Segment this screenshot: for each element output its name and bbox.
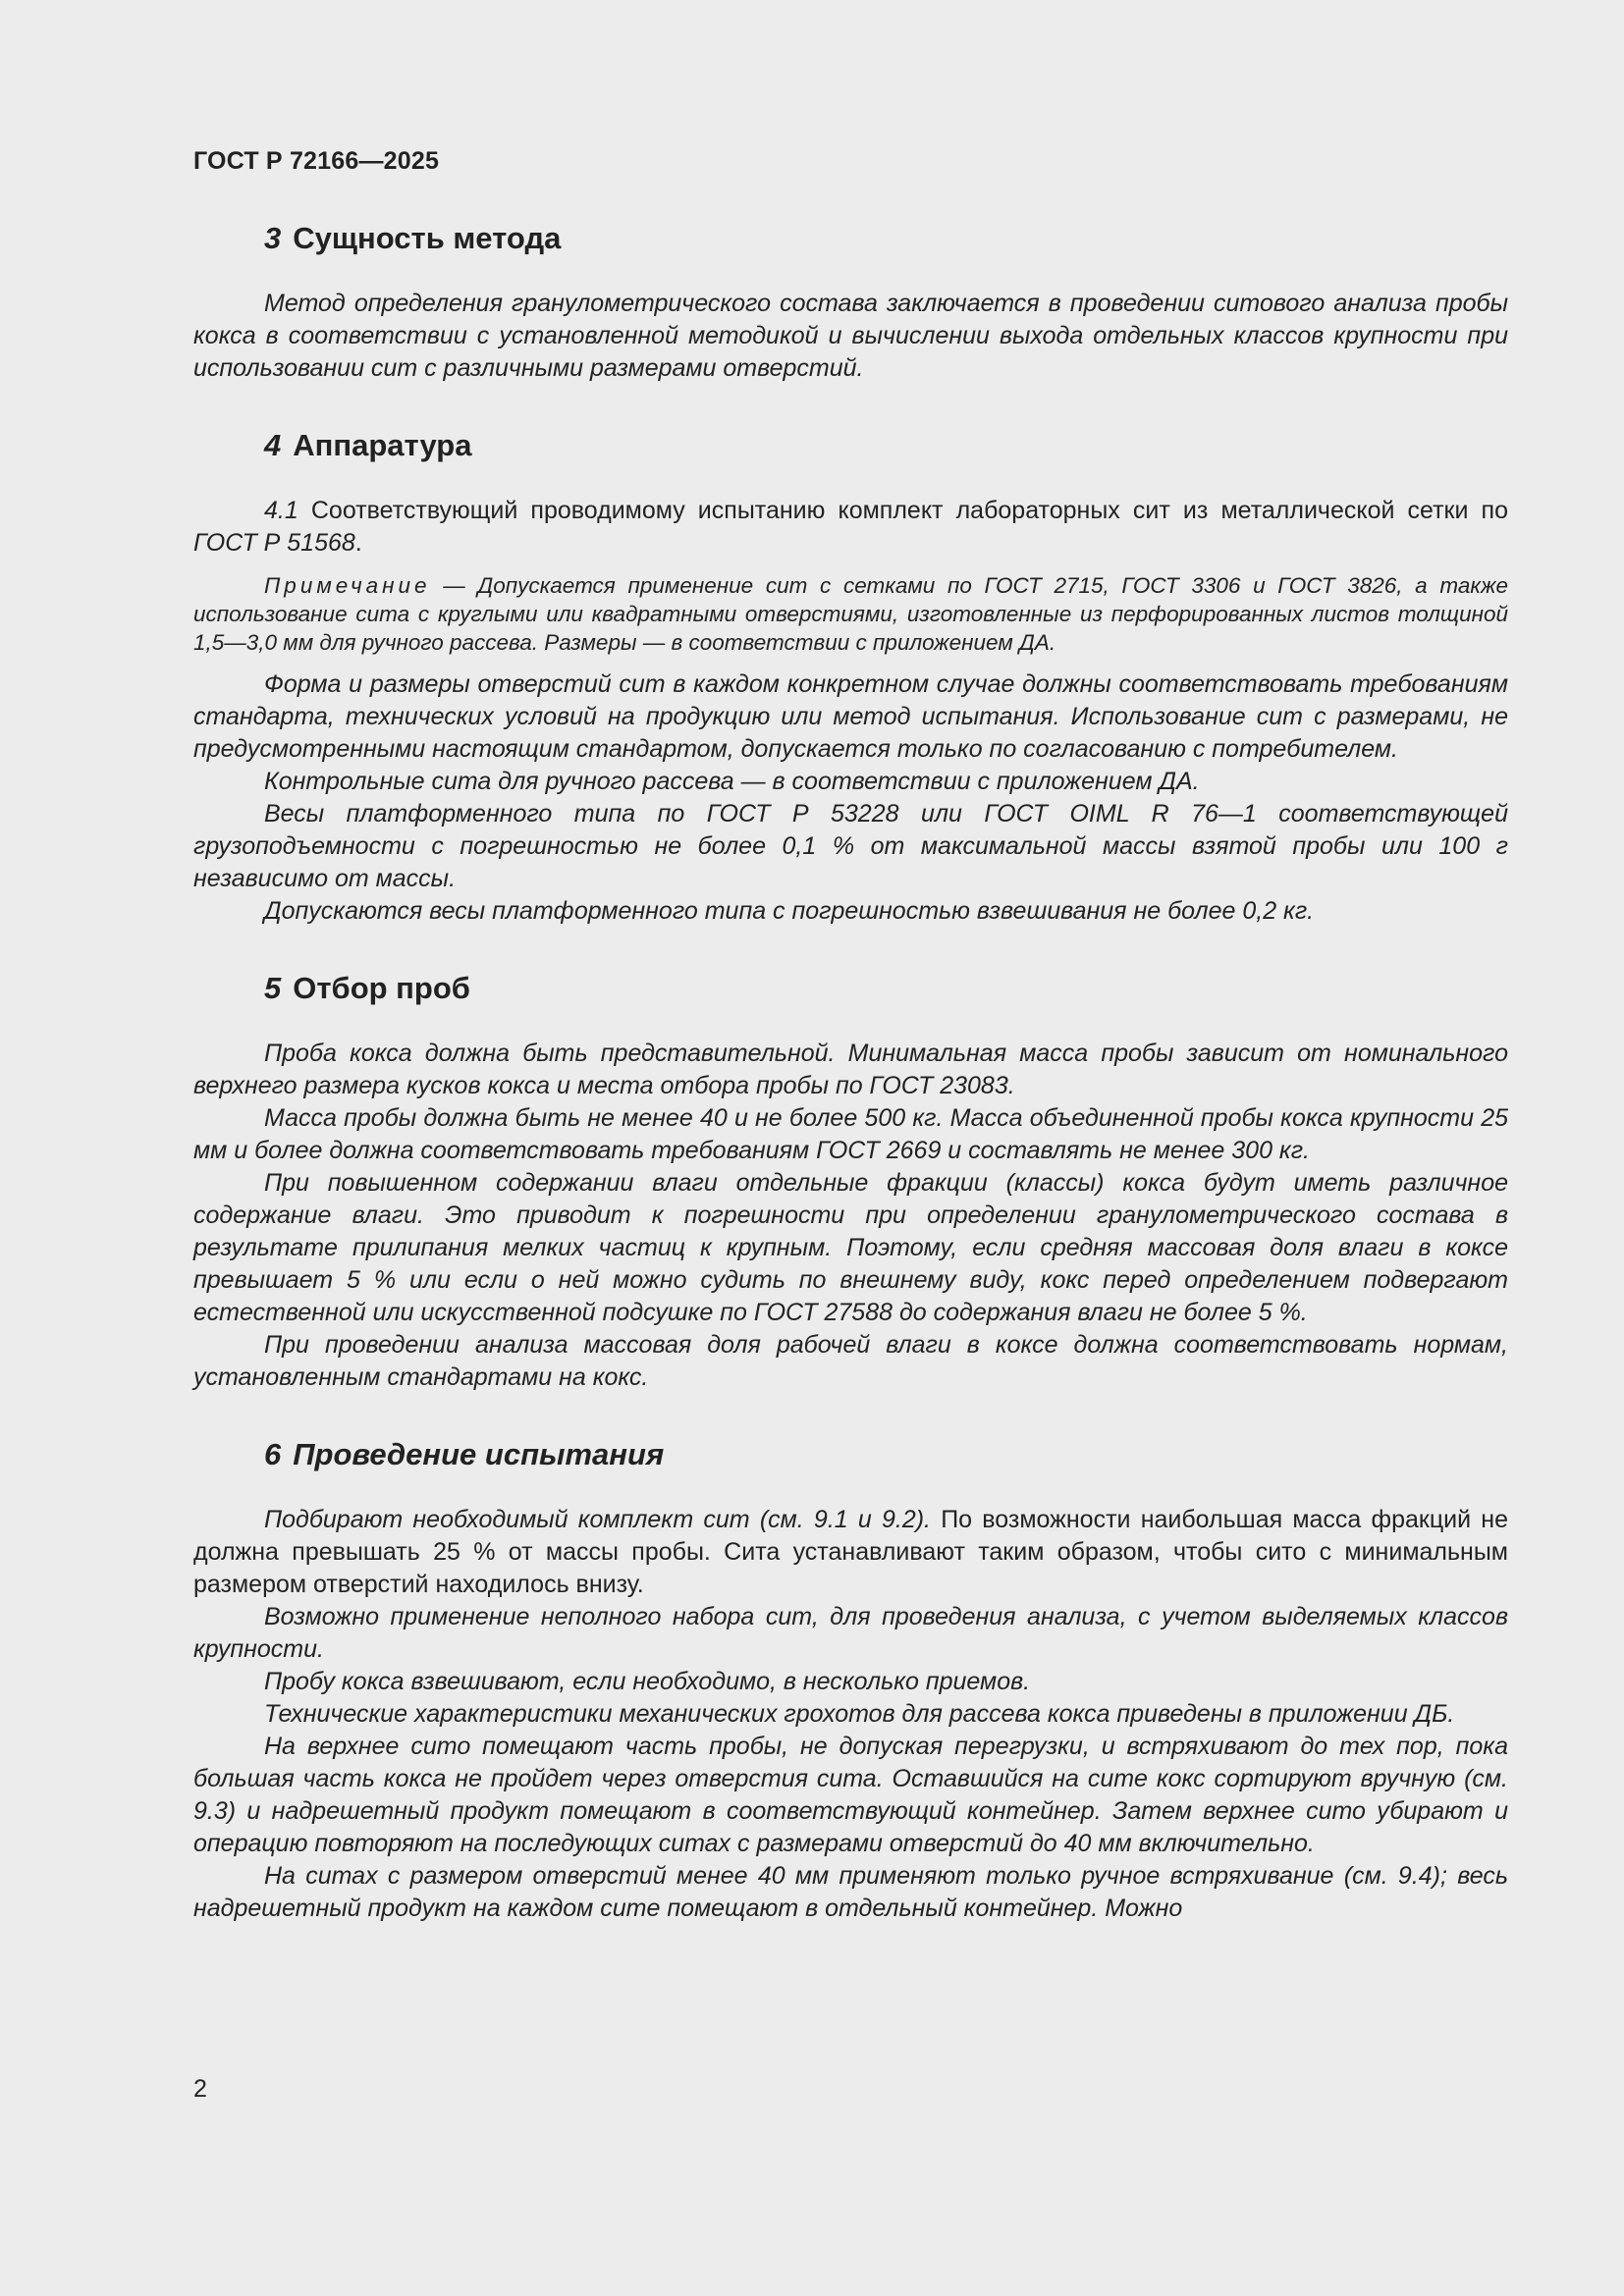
clause-number: 4.1	[264, 497, 298, 524]
paragraph: Технические характеристики механических грохотов для рассева кокса приведены в приложении ДБ.	[264, 1700, 1455, 1728]
clause-text: Соответствующий проводимому испытанию комплект лабораторных сит из металлической сетки по	[298, 497, 1508, 524]
note-label: Примечание	[264, 573, 431, 598]
section-number: 5	[264, 971, 282, 1005]
note	[193, 571, 1508, 657]
document-body	[193, 219, 1508, 1925]
paragraph: Весы платформенного типа по ГОСТ Р 53228 или ГОСТ OIML R 76—1 соответствующей грузоподъемности с погрешностью не более 0,1 % от максимальной массы взятой пробы или 100 г независимо от массы.	[193, 800, 1508, 892]
section-number: 4	[264, 428, 282, 462]
paragraph: Метод определения гранулометрического состава заключается в проведении ситового анализа пробы кокса в соответствии с установленной методикой и вычислении выхода отдельных классов крупности при использовании сит с различными размерами отверстий.	[193, 290, 1508, 382]
paragraph: Пробу кокса взвешивают, если необходимо, в несколько приемов.	[264, 1668, 1031, 1695]
paragraph-4-1	[193, 495, 1508, 560]
paragraph: Масса пробы должна быть не менее 40 и не более 500 кг. Масса объединенной пробы кокса крупности 25 мм и более должна соответствовать требованиям ГОСТ 2669 и составлять не менее 300 кг.	[193, 1104, 1508, 1164]
paragraph: При проведении анализа массовая доля рабочей влаги в коксе должна соответствовать нормам, установленным стандартами на кокс.	[193, 1331, 1508, 1391]
clause-end: .	[354, 529, 362, 557]
paragraph: Допускаются весы платформенного типа с погрешностью взвешивания не более 0,2 кг.	[264, 897, 1315, 925]
note-text: — Допускается применение сит с сетками по ГОСТ 2715, ГОСТ 3306 и ГОСТ 3826, а также использование сита с круглыми или квадратными отверстиями, изготовленные из перфорированных листов толщиной 1,5—3,0 мм для ручного рассева. Размеры — в соответствии с приложением ДА.	[193, 573, 1508, 655]
section-6-heading	[193, 1435, 1508, 1474]
paragraph: Проба кокса должна быть представительной. Минимальная масса пробы зависит от номинального верхнего размера кусков кокса и места отбора пробы по ГОСТ 23083.	[193, 1040, 1508, 1099]
section-number: 6	[264, 1437, 282, 1471]
document-header: ГОСТ Р 72166—2025	[193, 147, 440, 175]
section-3-heading	[193, 219, 1508, 258]
paragraph: Контрольные сита для ручного рассева — в соответствии с приложением ДА.	[264, 768, 1200, 795]
paragraph: При повышенном содержании влаги отдельные фракции (классы) кокса будут иметь различное содержание влаги. Это приводит к погрешности при определении гранулометрического состава в результате прилипания мелких частиц к крупным. Поэтому, если средняя массовая доля влаги в коксе превышает 5 % или если о ней можно судить по внешнему виду, кокс перед определением подвергают естественной или искусственной подсушке по ГОСТ 27588 до содержания влаги не более 5 %.	[193, 1169, 1508, 1326]
section-title: Проведение испытания	[293, 1437, 665, 1471]
italic-lead: Подбирают необходимый комплект сит (см. 9.1 и 9.2).	[264, 1506, 931, 1533]
paragraph-rest: По возможности наибольшая масса фракций не должна превышать 25 % от массы пробы. Сита устанавливают таким образом, чтобы сито с минимальным размером отверстий находилось внизу.	[193, 1506, 1508, 1598]
section-number: 3	[264, 221, 282, 255]
paragraph: Возможно применение неполного набора сит, для проведения анализа, с учетом выделяемых классов крупности.	[193, 1603, 1508, 1663]
section-4-heading	[193, 426, 1508, 465]
section-title: Аппаратура	[293, 428, 472, 462]
paragraph	[193, 1504, 1508, 1601]
paragraph: На верхнее сито помещают часть пробы, не допуская перегрузки, и встряхивают до тех пор, пока большая часть кокса не пройдет через отверстия сита. Оставшийся на сите кокс сортируют вручную (см. 9.3) и надрешетный продукт помещают в соответствующий контейнер. Затем верхнее сито убирают и операцию повторяют на последующих ситах с размерами отверстий до 40 мм включительно.	[193, 1733, 1508, 1857]
section-title: Сущность метода	[293, 221, 562, 255]
section-5-heading	[193, 969, 1508, 1008]
section-title: Отбор проб	[293, 971, 470, 1005]
paragraph: На ситах с размером отверстий менее 40 мм применяют только ручное встряхивание (см. 9.4); весь надрешетный продукт на каждом сите помещают в отдельный контейнер. Можно	[193, 1862, 1508, 1922]
page-number: 2	[193, 2075, 207, 2103]
standard-reference: ГОСТ Р 51568	[193, 529, 355, 557]
paragraph: Форма и размеры отверстий сит в каждом конкретном случае должны соответствовать требованиям стандарта, технических условий на продукцию или метод испытания. Использование сит с размерами, не предусмотренными настоящим стандартом, допускается только по согласованию с потребителем.	[193, 670, 1508, 763]
